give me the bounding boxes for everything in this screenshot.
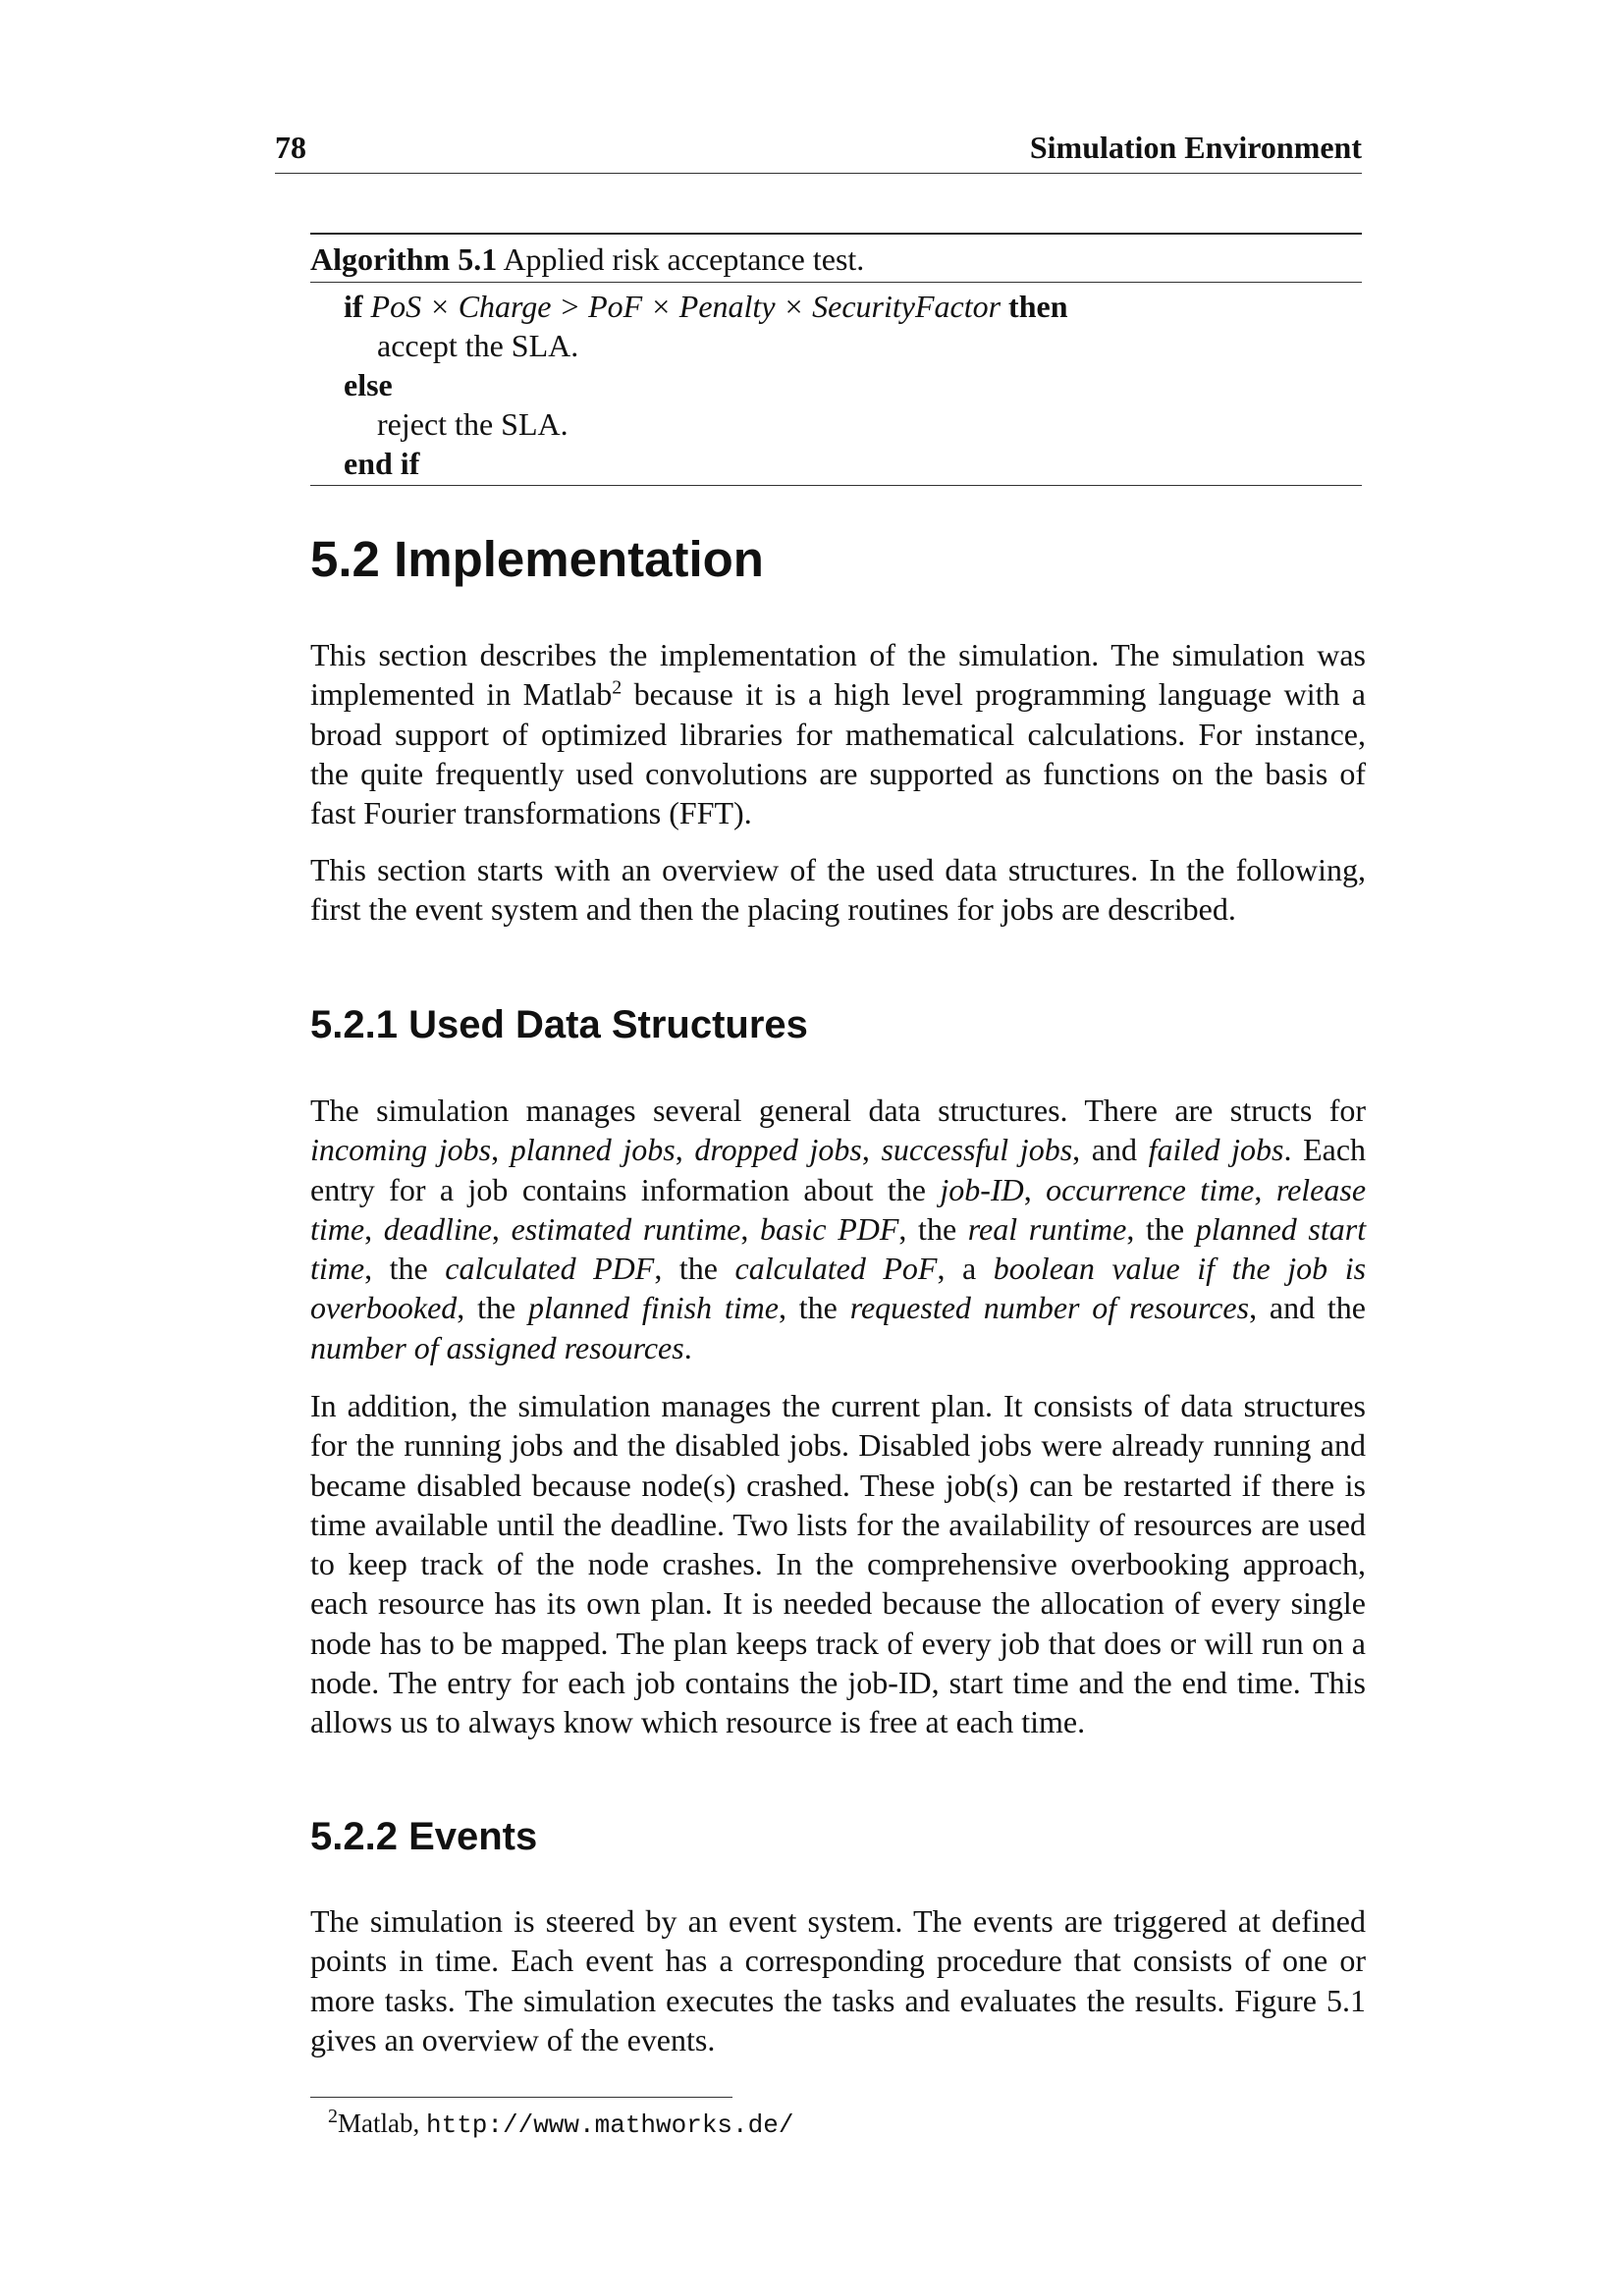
paragraph-text-run: .	[683, 1329, 692, 1365]
emphasized-term: dropped jobs	[694, 1132, 862, 1168]
paragraph-text-run: . Each entry for a job contains information about the	[310, 1132, 1367, 1207]
algorithm-box	[310, 233, 1362, 486]
page-number: 78	[275, 130, 306, 165]
paragraph-text-run: ,	[491, 1132, 511, 1168]
emphasized-term: release time	[310, 1171, 1367, 1247]
paragraph-text-run: , and	[1072, 1132, 1149, 1168]
keyword-then: then	[1008, 289, 1068, 324]
keyword-else: else	[344, 367, 393, 402]
paragraph-text-run: ,	[675, 1132, 695, 1168]
paragraph-text-run: , the	[364, 1251, 446, 1287]
footnote	[328, 2107, 793, 2142]
paragraph-text-run: , a	[937, 1251, 994, 1287]
paragraph-text-run: , and the	[1249, 1290, 1367, 1326]
paragraph-text-run: , the	[654, 1251, 735, 1287]
keyword-end-if: end if	[344, 446, 420, 481]
paragraph-text-run: , the	[898, 1210, 968, 1247]
emphasized-term: successful jobs	[881, 1132, 1073, 1168]
algorithm-body	[310, 283, 1362, 486]
algorithm-line-else	[310, 365, 1362, 404]
algorithm-label: Algorithm 5.1	[310, 241, 498, 277]
footnote-url: http://www.mathworks.de/	[425, 2110, 794, 2140]
footnote-text: Matlab,	[338, 2109, 426, 2138]
running-header	[275, 130, 1362, 174]
subsection1-paragraph-1	[310, 1091, 1366, 1367]
emphasized-term: basic PDF	[760, 1210, 899, 1247]
subsection1-paragraph-2: In addition, the simulation manages the current plan. It consists of data structures for the running jobs and the disabled jobs. Disabled jobs were already running and became disabled because node(s) crashed. These job(s) can be restarted if there is time available until the deadline. Two lists for the availability of resources are used to keep track of the node crashes. In the comprehensive overbooking approach, each resource has its own plan. It is needed because the allocation of every single node has to be mapped. The plan keeps track of every job that does or will run on a node. The entry for each job contains the job-ID, start time and the end time. This allows us to always know which resource is free at each time.	[310, 1388, 1366, 1740]
emphasized-term: real runtime	[967, 1210, 1127, 1247]
paragraph-text-run: ,	[1254, 1171, 1276, 1207]
emphasized-term: boolean value if the job is overbooked	[310, 1251, 1367, 1326]
emphasized-term: incoming jobs	[310, 1132, 492, 1168]
footnote-rule	[310, 2097, 732, 2098]
algorithm-line-endif	[310, 444, 1362, 483]
paragraph-text-run: The simulation manages several general data structures. There are structs for	[310, 1093, 1366, 1128]
emphasized-term: planned jobs	[510, 1132, 676, 1168]
emphasized-term: planned finish time	[528, 1290, 779, 1326]
emphasized-term: requested number of resources	[849, 1290, 1250, 1326]
emphasized-term: failed jobs	[1148, 1132, 1284, 1168]
emphasized-term: deadline	[383, 1210, 492, 1247]
subsection-heading-events: 5.2.2 Events	[310, 1815, 538, 1858]
algorithm-line-if	[310, 287, 1362, 326]
paragraph-text-run: ,	[364, 1210, 384, 1247]
paragraph-text-run: ,	[740, 1210, 761, 1247]
subsection2-paragraph-1: The simulation is steered by an event system. The events are triggered at defined points in time. Each event has a corresponding procedure that consists of one or more tasks. The simulation executes the tasks and evaluates the results. Figure 5.1 gives an overview of the events.	[310, 1903, 1366, 2057]
emphasized-term: estimated runtime	[511, 1210, 741, 1247]
paragraph-text-run: , the	[1126, 1210, 1196, 1247]
algorithm-caption	[310, 235, 1362, 283]
section-heading: 5.2 Implementation	[310, 531, 764, 587]
footnote-ref: 2	[612, 676, 623, 699]
paragraph-text-run: , the	[778, 1290, 850, 1326]
algorithm-caption-text: Applied risk acceptance test.	[503, 241, 865, 277]
running-title: Simulation Environment	[1029, 130, 1362, 165]
section-paragraph-2: This section starts with an overview of the used data structures. In the following, first the event system and then the placing routines for jobs are described.	[310, 852, 1366, 928]
emphasized-term: planned start time	[310, 1210, 1367, 1287]
paragraph-text-run: ,	[861, 1132, 882, 1168]
algorithm-line-accept: accept the SLA.	[377, 328, 579, 363]
section-p1-text-b: because it is a high level programming language with a broad support of optimized libraries for mathematical calculations. For instance, the quite frequently used convolutions are supported as functions on the basis of fast Fourier transformations (FFT).	[310, 676, 1367, 831]
emphasized-term: calculated PoF	[734, 1251, 938, 1287]
paragraph-text-run: , the	[457, 1290, 528, 1326]
emphasized-term: job-ID	[940, 1171, 1024, 1207]
emphasized-term: calculated PDF	[445, 1251, 655, 1287]
algorithm-condition: PoS × Charge > PoF × Penalty × SecurityFactor	[370, 289, 1001, 324]
emphasized-term: occurrence time	[1046, 1171, 1255, 1207]
section-p1-text-a: This section describes the implementation of the simulation. The simulation was implemented in Matlab	[310, 637, 1366, 713]
emphasized-term: number of assigned resources	[310, 1329, 684, 1365]
subsection-heading-data-structures: 5.2.1 Used Data Structures	[310, 1003, 808, 1046]
section-paragraph-1	[310, 635, 1366, 832]
paragraph-text-run: ,	[1023, 1171, 1047, 1207]
keyword-if: if	[344, 289, 363, 324]
algorithm-line-reject: reject the SLA.	[377, 406, 568, 442]
footnote-mark: 2	[328, 2106, 338, 2127]
paragraph-text-run: ,	[491, 1210, 512, 1247]
